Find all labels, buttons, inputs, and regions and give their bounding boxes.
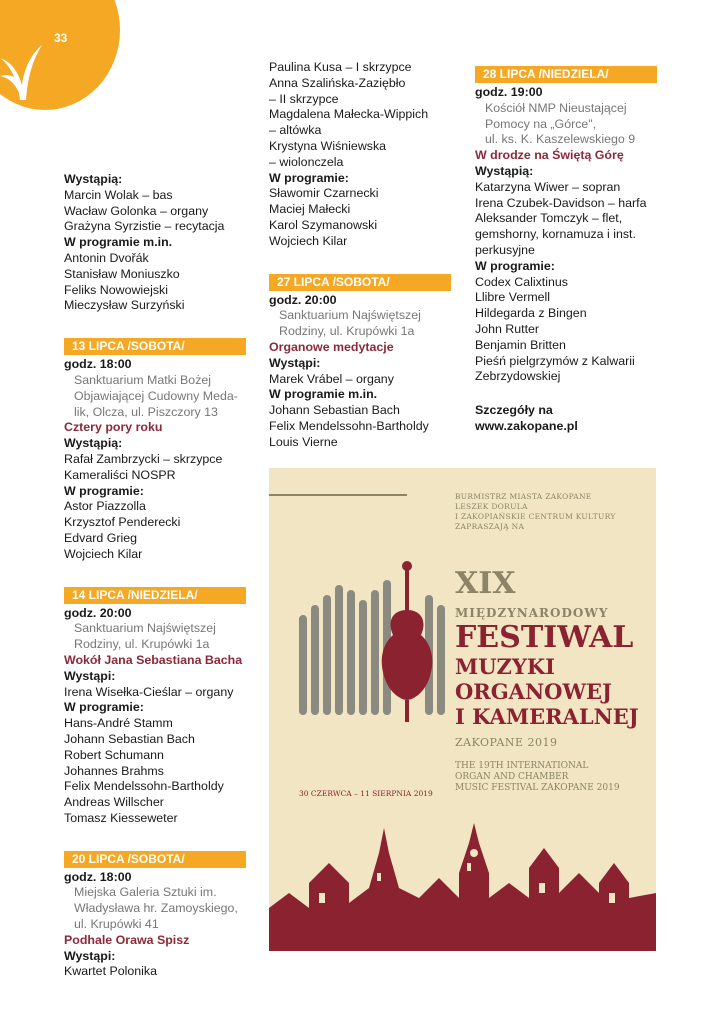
performer: Grażyna Syrzistie – recytacja [64, 219, 225, 234]
performer: Rafał Zambrzycki – skrzypce [64, 451, 223, 466]
program-item: Felix Mendelssohn-Bartholdy [64, 779, 224, 794]
event-title: Wokół Jana Sebastiana Bacha [64, 652, 243, 667]
spacer [475, 385, 657, 403]
performer: – wiolonczela [269, 154, 344, 169]
invite-line: ZAPRASZAJĄ NA [455, 522, 525, 531]
english-line: THE 19TH INTERNATIONAL [455, 761, 589, 771]
program-item: Antonin Dvořák [64, 250, 149, 265]
performers-label: Wystąpią: [64, 172, 123, 186]
poster-title-line: MUZYKI [455, 654, 555, 679]
venue-line: ul. Krupówki 41 [74, 917, 159, 932]
venue-line: Rodziny, ul. Krupówki 1a [74, 637, 210, 652]
performer: gemshorny, kornamuza i inst. [475, 227, 636, 242]
performers-label: Wystąpi: [64, 948, 116, 963]
venue-line: Sanktuarium Matki Bożej [74, 372, 212, 387]
poster-edition: XIX [455, 566, 516, 601]
venue-line: Kościół NMP Nieustającej [485, 100, 627, 115]
performer: Irena Czubek-Davidson – harfa [475, 195, 647, 210]
performer: – altówka [269, 123, 322, 138]
program-item: Johann Sebastian Bach [269, 403, 400, 418]
performer: Aleksander Tomczyk – flet, [475, 211, 623, 226]
performer: perkusyjne [475, 242, 535, 257]
performer: Wacław Golonka – organy [64, 203, 209, 218]
event-title: Organowe medytacje [269, 339, 394, 354]
venue-line: Sanktuarium Najświętszej [279, 308, 421, 323]
english-line: ORGAN AND CHAMBER [455, 772, 569, 782]
program-label: W programie: [64, 483, 144, 498]
program-item: Johann Sebastian Bach [64, 731, 195, 746]
leaf-logo-icon [0, 30, 45, 100]
performer: Katarzyna Wiwer – sopran [475, 179, 621, 194]
performer: Marcin Wolak – bas [64, 187, 173, 202]
poster-title-line: ORGANOWEJ [455, 679, 612, 704]
program-item: Pieśń pielgrzymów z Kalwarii [475, 353, 635, 368]
date-banner: 13 LIPCA /SOBOTA/ [64, 338, 246, 355]
performer: Marek Vrábel – organy [269, 371, 394, 386]
performer: Kwartet Polonika [64, 964, 157, 979]
performer: Magdalena Małecka-Wippich [269, 107, 429, 122]
venue-line: Rodziny, ul. Krupówki 1a [279, 324, 415, 339]
spacer [64, 563, 246, 581]
program-item: Tomasz Kiesseweter [64, 810, 178, 825]
event-title: Cztery pory roku [64, 420, 163, 435]
venue-line: Sanktuarium Najświętszej [74, 621, 216, 636]
performer: Irena Wisełka-Cieślar – organy [64, 684, 234, 699]
program-item: Wojciech Kilar [64, 546, 143, 561]
page-number: 33 [54, 31, 68, 45]
date-banner: 14 LIPCA /NIEDZIELA/ [64, 587, 246, 604]
program-item: Sławomir Czarnecki [269, 186, 379, 201]
program-item: Krzysztof Penderecki [64, 515, 181, 530]
program-item: Stanisław Moniuszko [64, 266, 180, 281]
performers-label: Wystąpią: [475, 163, 534, 178]
invite-line: BURMISTRZ MIASTA ZAKOPANE [455, 492, 592, 501]
event-title: Podhale Orawa Spisz [64, 932, 190, 947]
event-time: godz. 20:00 [269, 292, 337, 307]
program-item: Feliks Nowowiejski [64, 282, 168, 297]
details-link: Szczegóły na [475, 403, 553, 418]
program-item: Edvard Grieg [64, 530, 138, 545]
poster-title-line: MIĘDZYNARODOWY [455, 606, 609, 620]
column-right [475, 60, 657, 435]
program-item: Astor Piazzolla [64, 499, 146, 514]
program-item: Codex Calixtinus [475, 274, 568, 289]
program-label: W programie m.in. [269, 387, 378, 402]
festival-poster [269, 468, 656, 951]
poster-place: ZAKOPANE 2019 [455, 736, 558, 749]
program-label: W programie: [269, 170, 349, 185]
event-time: godz. 19:00 [475, 85, 543, 99]
program-item: Robert Schumann [64, 747, 164, 762]
event-title: W drodze na Świętą Górę [475, 148, 624, 163]
program-label: W programie: [64, 700, 144, 715]
performer: Krystyna Wiśniewska [269, 138, 387, 153]
poster-title-line: FESTIWAL [455, 620, 634, 655]
program-item: Benjamin Britten [475, 337, 566, 352]
organ-violin-illustration [297, 560, 447, 725]
program-item: Llibre Vermell [475, 290, 551, 305]
program-item: Louis Vierne [269, 434, 338, 449]
details-link: www.zakopane.pl [475, 418, 578, 433]
venue-line: Objawiającej Cudowny Meda- [74, 388, 238, 403]
poster-rule [269, 494, 407, 496]
program-item: Karol Szymanowski [269, 217, 378, 232]
venue-line: Pomocy na „Górce", [485, 116, 597, 131]
performer: Kameraliści NOSPR [64, 467, 176, 482]
spacer [64, 314, 246, 332]
venue-line: ul. ks. K. Kaszelewskiego 9 [485, 132, 636, 147]
program-item: Andreas Willscher [64, 795, 164, 810]
program-item: Wojciech Kilar [269, 233, 348, 248]
program-item: Mieczysław Surzyński [64, 298, 185, 313]
town-skyline-illustration [269, 813, 656, 951]
program-item: John Rutter [475, 321, 540, 336]
event-time: godz. 20:00 [64, 605, 132, 620]
poster-invite [455, 492, 616, 532]
invite-line: I ZAKOPIAŃSKIE CENTRUM KULTURY [455, 512, 616, 521]
program-item: Zebrzydowskiej [475, 369, 561, 384]
date-banner: 27 LIPCA /SOBOTA/ [269, 274, 451, 291]
program-item: Hildegarda z Bingen [475, 306, 587, 321]
event-time: godz. 18:00 [64, 869, 132, 884]
venue-line: Władysława hr. Zamoyskiego, [74, 901, 238, 916]
date-banner: 28 LIPCA /NIEDZIELA/ [475, 66, 657, 83]
invite-line: LESZEK DORULA [455, 502, 528, 511]
performer: – II skrzypce [269, 91, 339, 106]
program-label: W programie m.in. [64, 235, 173, 250]
program-label: W programie: [475, 258, 555, 273]
program-item: Johannes Brahms [64, 763, 164, 778]
event-time: godz. 18:00 [64, 357, 132, 372]
venue-line: lik, Olcza, ul. Piszczory 13 [74, 404, 218, 419]
spacer [269, 250, 451, 268]
performer: Paulina Kusa – I skrzypce [269, 60, 412, 74]
performer: Anna Szalińska-Zaziębło [269, 75, 406, 90]
performers-label: Wystąpią: [64, 436, 123, 451]
program-item: Felix Mendelssohn-Bartholdy [269, 418, 429, 433]
spacer [64, 827, 246, 845]
english-line: MUSIC FESTIVAL ZAKOPANE 2019 [455, 783, 620, 793]
poster-english [455, 761, 620, 794]
poster-dates: 30 CZERWCA – 11 SIERPNIA 2019 [299, 789, 433, 798]
performers-label: Wystąpi: [64, 668, 116, 683]
program-item: Maciej Małecki [269, 202, 351, 217]
venue-line: Miejska Galeria Sztuki im. [74, 885, 217, 900]
column-left [64, 172, 246, 980]
poster-title-line: I KAMERALNEJ [455, 704, 639, 729]
date-banner: 20 LIPCA /SOBOTA/ [64, 851, 246, 868]
column-middle [269, 60, 451, 451]
program-item: Hans-André Stamm [64, 716, 173, 731]
performers-label: Wystąpi: [269, 355, 321, 370]
